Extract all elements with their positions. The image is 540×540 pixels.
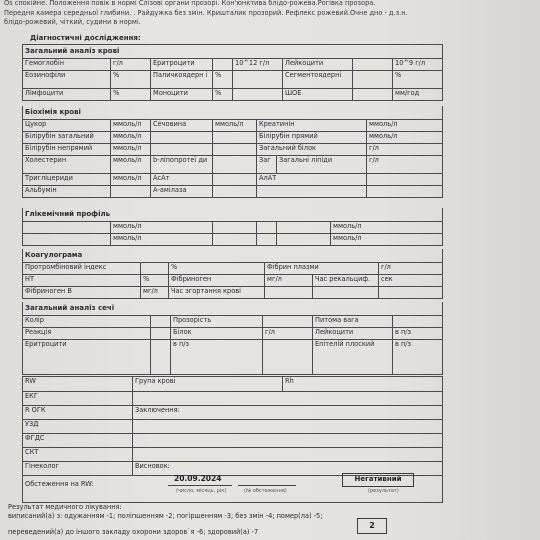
table-row (23, 448, 443, 462)
cell: г/л (111, 59, 151, 71)
cell: Час рекальциф. (313, 275, 379, 287)
cell (353, 71, 393, 89)
cell: сек (379, 275, 443, 287)
page-number: 2 (357, 518, 387, 534)
cell: в п/з (393, 340, 443, 375)
table-row (23, 420, 443, 434)
cell (213, 132, 257, 144)
table-row (23, 316, 443, 328)
table-row (23, 156, 443, 174)
cell: Холестерин (23, 156, 111, 174)
table-row (23, 71, 443, 89)
urine-table (22, 302, 443, 375)
cell (233, 71, 283, 89)
cell: ммоль/л (111, 156, 151, 174)
cell: ммоль/л (331, 222, 443, 234)
cell: мм/год (393, 89, 443, 101)
cell: Фібрин плазми (265, 263, 379, 275)
result-line-2: переведений(а) до іншого закладу охорони здоров`я -6; здоровий(а) -7 (8, 528, 259, 536)
section-glycemic: Глікемічний профіль (23, 208, 443, 222)
table-row (23, 59, 443, 71)
cell: АсАт (151, 174, 213, 186)
cell (151, 132, 213, 144)
glycemic-table (22, 208, 443, 246)
caption-number: (№ обстеження) (244, 488, 287, 494)
cell (353, 89, 393, 101)
cell: R ОГК (23, 406, 133, 420)
number-underline (238, 485, 296, 486)
cell: Цукор (23, 120, 111, 132)
cell: ЕКГ (23, 392, 133, 406)
section-urine: Загальний аналіз сечі (23, 302, 443, 316)
cell: Група крові (133, 377, 283, 392)
cell (213, 174, 257, 186)
cell: АлАТ (257, 174, 367, 186)
cell: % (213, 71, 233, 89)
table-row (23, 120, 443, 132)
section-coagulo: Коагулограма (23, 249, 443, 263)
cell: Гемоглобін (23, 59, 111, 71)
cell (213, 59, 233, 71)
cell (213, 144, 257, 156)
cell: Тригліцериди (23, 174, 111, 186)
cell: Креатинін (257, 120, 367, 132)
table-row (23, 144, 443, 156)
cell: СКТ (23, 448, 133, 462)
cell: Білірубін загальний (23, 132, 111, 144)
cell: Сечовина (151, 120, 213, 132)
exam-text-line-3: блідо-рожевий, чіткий, судини в нормі. (4, 18, 141, 26)
cell: А-амілаза (151, 186, 213, 198)
cell: Реакція (23, 328, 151, 340)
table-row (23, 174, 443, 186)
cell: ФГДС (23, 434, 133, 448)
cell: Заключення: (133, 406, 443, 420)
cell: Еритроцити (23, 340, 151, 375)
cell (367, 174, 443, 186)
cell: ШОЕ (283, 89, 353, 101)
cell: % (393, 71, 443, 89)
cell (213, 156, 257, 174)
blood-table (22, 44, 443, 101)
cell: Білірубін непрямий (23, 144, 111, 156)
cell: ммоль/л (111, 174, 151, 186)
cell (353, 59, 393, 71)
cell: Час згортання крові (169, 287, 265, 299)
cell (233, 89, 283, 101)
cell: ммоль/л (367, 132, 443, 144)
cell: Загальний білок (257, 144, 367, 156)
cell: Білірубін прямий (257, 132, 367, 144)
cell: Фібриноген В (23, 287, 141, 299)
cell: в п/з (393, 328, 443, 340)
exam-text-line-2: Передня камера середньої глибини. . Райдужка без змін. Кришталик прозорий. Рефлекс рожевий.Очне дно - д.з.н. (4, 9, 408, 17)
cell: % (111, 89, 151, 101)
cell: Висновок: (133, 462, 443, 476)
cell: Епітелій плоский (313, 340, 393, 375)
page-title: Діагностичні дослідження: (30, 34, 141, 42)
cell: Лімфоцити (23, 89, 111, 101)
cell: Заг (257, 156, 277, 174)
table-row (23, 406, 443, 420)
cell: Колір (23, 316, 151, 328)
cell: г/л (379, 263, 443, 275)
cell: % (169, 263, 265, 275)
cell: ммоль/л (213, 120, 257, 132)
cell: Альбумін (23, 186, 111, 198)
section-biochem: Біохімія крові (23, 106, 443, 120)
cell: Протромбіновий індекс (23, 263, 141, 275)
date-underline (168, 485, 232, 486)
cell: ммоль/л (111, 132, 151, 144)
cell (213, 186, 257, 198)
cell: Еозинофіли (23, 71, 111, 89)
cell: ммоль/л (331, 234, 443, 246)
cell: Гінеколог (23, 462, 133, 476)
rw-exam-date: 20.09.2024 (174, 474, 222, 483)
cell: г/л (263, 328, 313, 340)
table-row (23, 275, 443, 287)
result-line-1: виписаний(а) з: одужанням -1; поліпшенням -2; погіршенням -3; без змін -4; помер(ла) -5; (8, 512, 323, 520)
table-row (23, 132, 443, 144)
table-row (23, 287, 443, 299)
cell: Питома вага (313, 316, 393, 328)
cell: ммоль/л (111, 234, 213, 246)
cell: Rh (283, 377, 443, 392)
coagulo-table (22, 249, 443, 299)
table-row (23, 377, 443, 392)
caption-date: (число, місяць, рік) (176, 488, 227, 494)
cell: мг/л (265, 275, 313, 287)
cell: Лейкоцити (283, 59, 353, 71)
result-title: Результат медичного лікування: (8, 503, 122, 511)
table-row (23, 263, 443, 275)
cell: 10^9 г/л (393, 59, 443, 71)
cell (111, 186, 151, 198)
rw-exam-result: Негативний (342, 473, 414, 487)
cell: г/л (367, 144, 443, 156)
cell: Моноцити (151, 89, 213, 101)
table-row (23, 392, 443, 406)
table-row (23, 186, 443, 198)
table-row (23, 328, 443, 340)
table-row (23, 340, 443, 375)
cell: мг/л (141, 287, 169, 299)
cell (367, 186, 443, 198)
cell: Лейкоцити (313, 328, 393, 340)
table-row (23, 222, 443, 234)
cell: RW (23, 377, 133, 392)
cell: ммоль/л (111, 222, 213, 234)
cell: % (111, 71, 151, 89)
caption-result: (результат) (368, 488, 399, 494)
cell: НТ (23, 275, 141, 287)
table-row (23, 234, 443, 246)
cell: Білок (171, 328, 263, 340)
table-row (23, 89, 443, 101)
cell: Сегментоядерні (283, 71, 353, 89)
biochem-table (22, 106, 443, 198)
cell (257, 186, 367, 198)
cell: % (141, 275, 169, 287)
rw-exam-label: Обстеження на RW: (25, 480, 94, 488)
cell: Фібриноген (169, 275, 265, 287)
cell: b-ліпопротеї ди (151, 156, 213, 174)
cell (151, 144, 213, 156)
exam-text-line-1: Os спокійне. Положення повік в нормі Слізові органи прозорі. Кон'юнктива блідо-рожева.Рогівка прозора. (4, 0, 376, 7)
cell: % (213, 89, 233, 101)
cell: ммоль/л (367, 120, 443, 132)
section-blood: Загальний аналіз крові (23, 45, 443, 59)
cell: Загальні ліпіди (277, 156, 367, 174)
cell: 10^12 г/л (233, 59, 283, 71)
cell: ммоль/л (111, 144, 151, 156)
cell: УЗД (23, 420, 133, 434)
cell: ммоль/л (111, 120, 151, 132)
cell: г/л (367, 156, 443, 174)
cell: Паличкоядерн і (151, 71, 213, 89)
cell: Прозорість (171, 316, 263, 328)
cell: в п/з (171, 340, 263, 375)
cell: Еритроцити (151, 59, 213, 71)
table-row (23, 434, 443, 448)
